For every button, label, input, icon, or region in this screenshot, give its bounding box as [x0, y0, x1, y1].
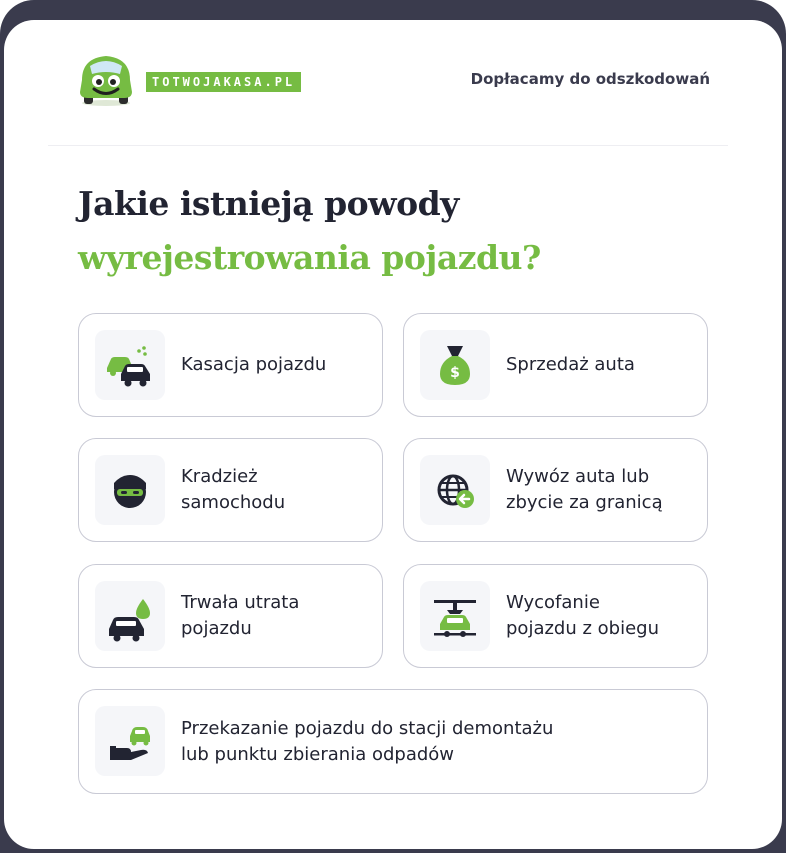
reason-label: Sprzedaż auta — [506, 354, 635, 375]
money-bag-icon — [420, 330, 490, 400]
reason-label: Kasacja pojazdu — [181, 354, 327, 375]
car-lift-icon — [420, 581, 490, 651]
hand-car-icon — [95, 706, 165, 776]
svg-text:$: $ — [450, 365, 460, 381]
reason-card-permanent-loss — [78, 564, 383, 668]
reason-label: Trwała utrata pojazdu — [181, 592, 300, 639]
brand-wordmark: TOTWOJAKASA.PL — [146, 72, 301, 92]
reason-label: Wywóz auta lub zbycie za granicą — [506, 466, 663, 513]
reason-card-sale — [403, 313, 708, 417]
header-divider — [48, 145, 728, 146]
globe-export-icon — [420, 455, 490, 525]
car-drop-icon — [95, 581, 165, 651]
car-crash-icon — [95, 330, 165, 400]
brand-logo[interactable] — [76, 50, 306, 110]
header — [4, 20, 782, 146]
reason-card-withdrawal — [403, 564, 708, 668]
reason-label: Wycofanie pojazdu z obiegu — [506, 592, 659, 639]
smiling-car-icon — [76, 50, 136, 108]
page-title-line2: wyrejestrowania pojazdu? — [78, 238, 541, 277]
reason-card-theft — [78, 438, 383, 542]
reason-label: Kradzież samochodu — [181, 466, 286, 513]
reason-card-dismantling — [78, 689, 708, 794]
reason-card-scrapping — [78, 313, 383, 417]
infographic-card — [4, 20, 782, 849]
page-title-line1: Jakie istnieją powody — [78, 184, 459, 223]
reason-label: Przekazanie pojazdu do stacji demontażu lub punktu zbierania odpadów — [181, 717, 554, 765]
reason-card-export — [403, 438, 708, 542]
thief-icon — [95, 455, 165, 525]
brand-tagline: Dopłacamy do odszkodowań — [470, 70, 710, 88]
